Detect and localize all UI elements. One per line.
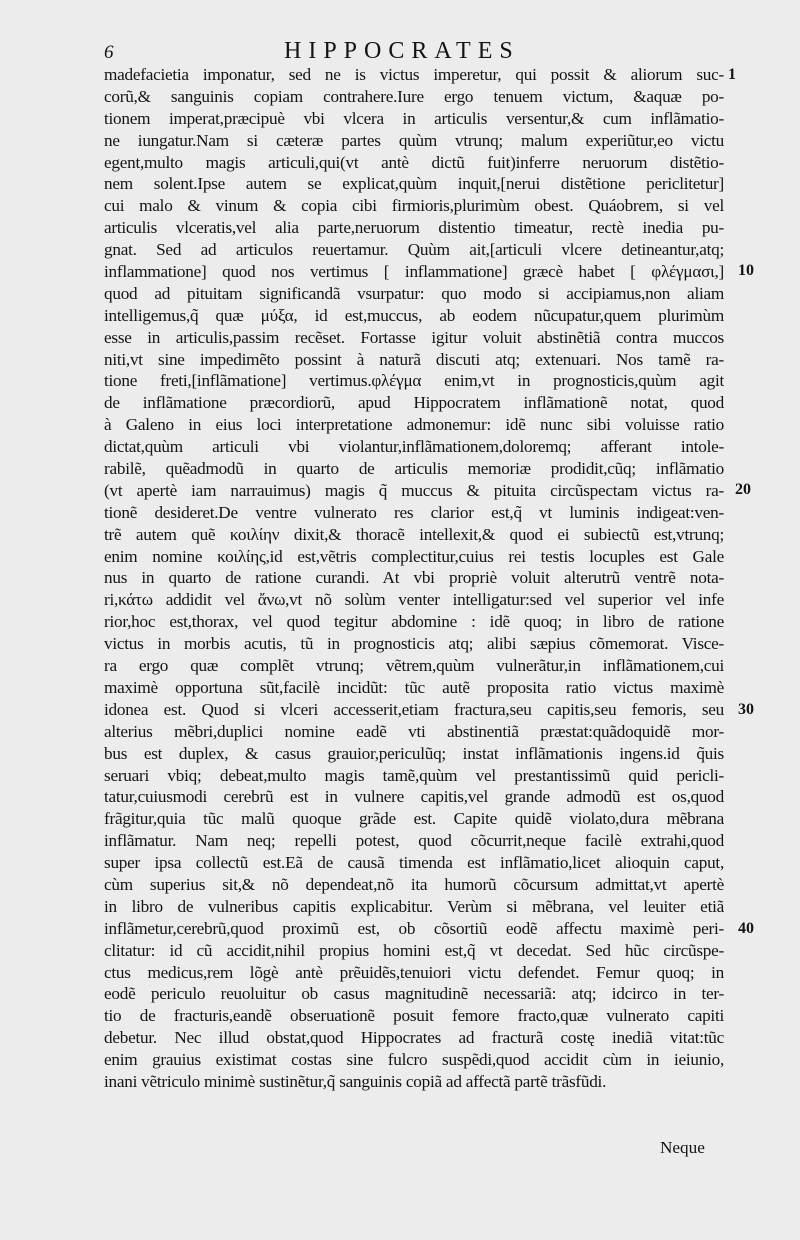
text-line: nus in quarto de ratione curandi. At vbi propriè voluit alterutrũ ventrẽ nota-	[104, 568, 724, 588]
line-number-10: 10	[738, 262, 754, 279]
running-title: HIPPOCRATES	[284, 38, 520, 64]
line-number-20: 20	[735, 481, 751, 498]
text-line: trẽ autem quẽ κοιλίην dixit,& thoracẽ intellexit,& quod ei subiectũ est,vtrunq;	[104, 524, 724, 544]
text-line: tionem imperat,præcipuè vbi vlcera in articulis versentur,& cum inflãmatio-	[104, 108, 724, 128]
text-line: de inflãmatione præcordiorũ, apud Hippocratem inflãmationẽ notat, quod	[104, 393, 724, 413]
text-line: articulis vlceratis,vel alia parte,neruorum distentio timeatur, rectè inedia pu-	[104, 218, 724, 238]
text-line: rabilẽ, quẽadmodũ in quarto de articulis memoriæ prodidit,cũq; inflãmatio	[104, 459, 724, 479]
text-line: in libro de vulneribus capitis explicabitur. Verùm si mẽbrana, vel leuiter etiã	[104, 896, 724, 916]
text-line: tione freti,[inflãmatione] vertimus.φλέγμα enim,vt in prognosticis,quùm agit	[104, 371, 724, 391]
text-line: idonea est. Quod si vlceri accesserit,etiam fractura,seu capitis,seu femoris, seu	[104, 699, 724, 719]
text-line: esse in articulis,passim recẽset. Fortasse igitur voluit abstinẽtiã contra muccos	[104, 327, 724, 347]
text-line: ri,κάτω addidit vel ἄνω,vt nõ solùm venter intelligatur:sed vel superior vel infe	[104, 590, 724, 610]
text-line: eodẽ periculo reuoluitur ob casus magnitudinẽ necessariã: atq; idcirco in ter-	[104, 984, 724, 1004]
text-line: debetur. Nec illud obstat,quod Hippocrates ad fracturã costę inediã vitat:tũc	[104, 1028, 724, 1048]
text-line: tio de fracturis,eandẽ obseruationẽ posuit femore fracto,quæ vulnerato capiti	[104, 1006, 724, 1026]
text-line: seruari vbiq; debeat,multo magis tamẽ,quùm vel prestantissimũ quid pericli-	[104, 765, 724, 785]
text-line: corũ,& sanguinis copiam contrahere.Iure ergo tenuem victum, &aquæ po-	[104, 86, 724, 106]
text-line: cùm superius sit,& nõ dependeat,nõ ita humorũ cõcursum admittat,vt apertè	[104, 874, 724, 894]
line-number-1: 1	[728, 66, 736, 83]
text-line: intelligemus,q̃ quæ μύξα, id est,muccus, ab eodem nũcupatur,quem plurimùm	[104, 305, 724, 325]
text-line: gnat. Sed ad articulos reuertamur. Quùm ait,[articuli vlcere detineantur,atq;	[104, 240, 724, 260]
text-line: à Galeno in eius loci interpretatione admonemur: idẽ nunc sibi voluisse ratio	[104, 415, 724, 435]
text-line: ctus medicus,rem lõgè antè prẽuidẽs,tenuiori victu defendet. Femur quoq; in	[104, 962, 724, 982]
text-line: tatur,cuiusmodi cerebrũ est in vulnere capitis,vel grande admodũ est os,quod	[104, 787, 724, 807]
text-line: quod ad pituitam significandã vsurpatur: quo modo si accipiamus,non aliam	[104, 283, 724, 303]
body-text	[104, 64, 724, 1093]
text-line: inflammatione] quod nos vertimus [ inflammatione] græcè habet [ φλέγμασι,]	[104, 262, 724, 282]
page-number: 6	[104, 42, 114, 63]
text-line: nem solent.Ipse autem se explicat,quùm inquit,[nerui distẽtione periclitetur]	[104, 174, 724, 194]
text-line: cui malo & vinum & copia cibi firmioris,plurimùm obest. Quáobrem, si vel	[104, 196, 724, 216]
text-line: madefacietia imponatur, sed ne is victus imperetur, qui possit & aliorum suc-	[104, 65, 724, 84]
text-line: bus est duplex, & casus grauior,periculũq; instat inflãmationis ingens.id q̃uis	[104, 743, 724, 763]
text-line: inani vẽtriculo minimè sustinẽtur,q̃ sanguinis copiã ad affectã partẽ trãsfũdi.	[104, 1071, 607, 1091]
text-line: niti,vt sine impedimẽto possint à naturã discuti atq; extenuari. Nos tamẽ ra-	[104, 349, 724, 369]
text-line: inflãmetur,cerebrũ,quod proximũ est, ob cõsortiũ eodẽ affectu maximè peri-	[104, 918, 724, 938]
text-line: (vt apertè iam narrauimus) magis q̃ muccus & pituita circũspectam victus ra-	[104, 480, 724, 500]
text-line: alterius mẽbri,duplici nomine eadẽ vti abstinentiã præstat:quãdoquidẽ mor-	[104, 721, 724, 741]
text-line: egent,multo magis articuli,qui(vt antè dictũ fuit)inferre neruorum distẽtio-	[104, 152, 724, 172]
line-number-30: 30	[738, 701, 754, 718]
text-line: clitatur: id cũ accidit,nihil propius homini est,q̃ vt decedat. Sed hũc circũspe-	[104, 940, 724, 960]
text-line: enim grauius existimat costas sine fulcro suspẽdi,quod accidit cùm in ieiunio,	[104, 1050, 724, 1070]
text-line: ne iungatur.Nam si cæteræ partes quùm vtrunq; malum experiũtur,eo victu	[104, 130, 724, 150]
text-line: maximè opportuna sũt,facilè incidũt: tũc autẽ proposita ratio victus maximè	[104, 677, 724, 697]
text-line: inflãmatur. Nam neq; repelli potest, quod cõcurrit,neque facilè extrahi,quod	[104, 831, 724, 851]
text-line: dictat,quùm articuli vbi violantur,inflãmationem,doloremq; afferant intole-	[104, 437, 724, 457]
text-line: rior,hoc est,thorax, vel quod tegitur abdomine : idẽ quoq; in libro de ratione	[104, 612, 724, 632]
text-line: enim nomine κοιλίης,id est,vẽtris complectitur,cuius rei testis locuples est Gale	[104, 546, 724, 566]
text-line: frãgitur,quia tũc malũ quoque grãde est. Capite quidẽ violato,dura mẽbrana	[104, 809, 724, 829]
text-line: victus in morbis acutis, tũ in prognosticis atq; alibi sæpius cõmemorat. Visce-	[104, 634, 724, 654]
text-line: tionẽ desideret.De ventre vulnerato res clarior est,q̃ vt luminis indigeat:ven-	[104, 502, 724, 522]
catchword: Neque	[660, 1138, 705, 1157]
line-number-40: 40	[738, 920, 754, 937]
text-line: ra ergo quæ complẽt vtrunq; vẽtrem,quùm vulnerãtur,in inflãmationem,cui	[104, 656, 724, 676]
text-line: super ipsa collectũ est.Eã de causã timenda est inflãmatio,licet alioquin caput,	[104, 853, 724, 873]
